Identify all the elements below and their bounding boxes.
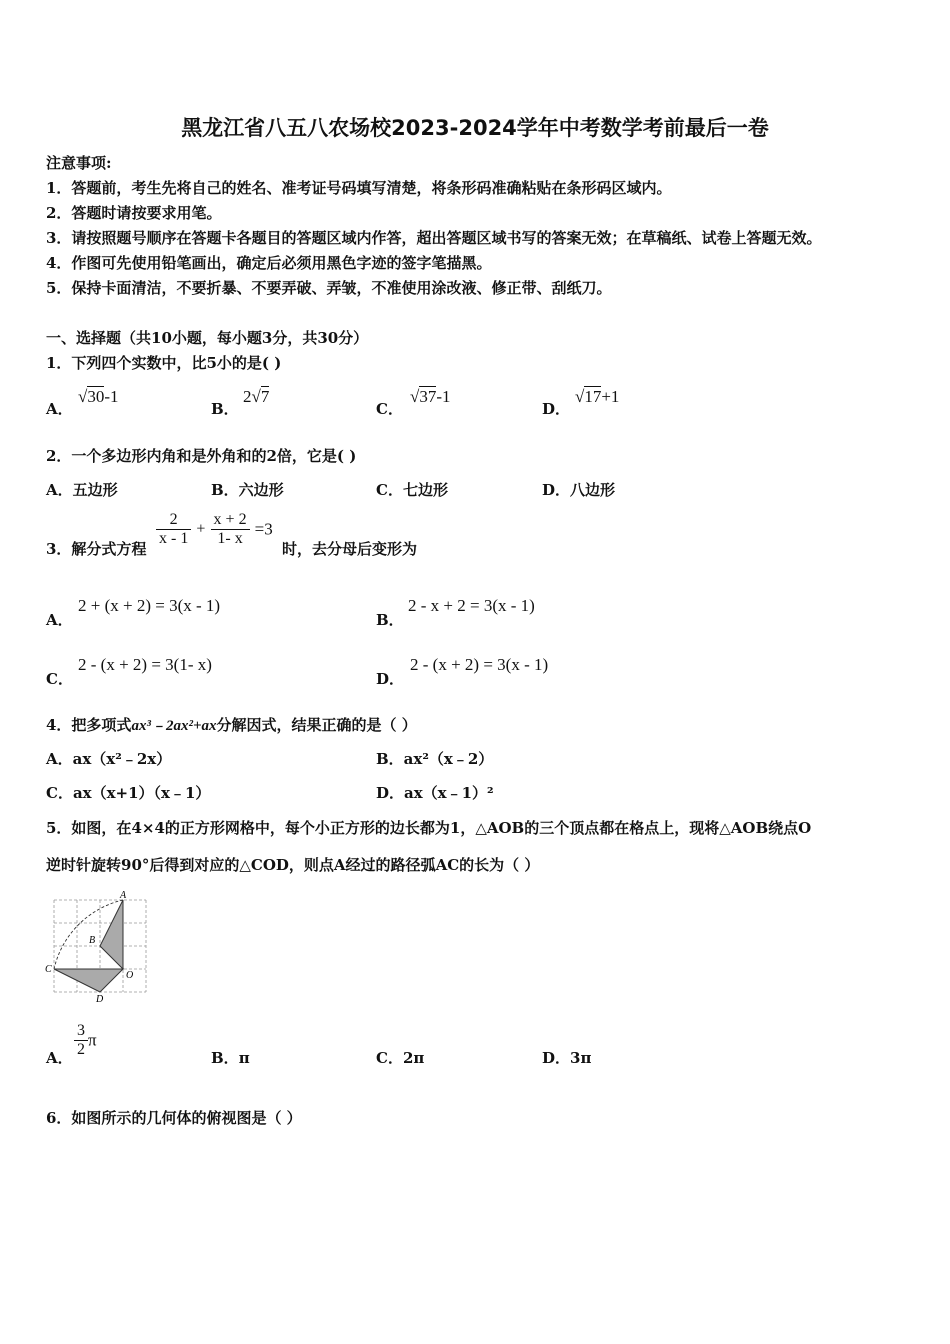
fraction-2 bbox=[211, 511, 250, 548]
q3-option-c-label: C． bbox=[46, 670, 73, 688]
radicand: 17 bbox=[584, 387, 602, 406]
coefficient: 2 bbox=[243, 387, 252, 406]
page-title: 黑龙江省八五八农场校2023-2024学年中考数学考前最后一卷 bbox=[181, 116, 769, 140]
q1-option-d-label: D． bbox=[542, 400, 571, 418]
q4-option-d: D．ax（x﹣1）² bbox=[376, 784, 494, 802]
q4-option-b: B．ax²（x﹣2） bbox=[376, 750, 494, 768]
option-label: D． bbox=[542, 1049, 571, 1067]
question-3-prefix: 3．解分式方程 bbox=[46, 540, 147, 558]
q1-option-c-label: C． bbox=[376, 400, 403, 418]
radical-sign: √ bbox=[575, 387, 585, 406]
fraction-numerator: 3 bbox=[74, 1022, 88, 1041]
q4-option-a: A．ax（x²﹣2x） bbox=[46, 750, 172, 768]
expr-tail: +1 bbox=[601, 387, 620, 406]
q4-expression: ax³﹣2ax²+ax bbox=[131, 718, 217, 734]
fraction-numerator: 2 bbox=[156, 511, 191, 530]
option-label: C． bbox=[376, 1049, 403, 1067]
notice-item: 1．答题前，考生先将自己的姓名、准考证号码填写清楚，将条形码准确粘贴在条形码区域内。 bbox=[46, 179, 672, 197]
q4-stem-pre: 4．把多项式 bbox=[46, 716, 132, 734]
q2-option-a: A．五边形 bbox=[46, 481, 118, 499]
fraction-numerator: x + 2 bbox=[211, 511, 250, 530]
option-value: 3π bbox=[570, 1049, 592, 1067]
equation-rhs: =3 bbox=[254, 519, 273, 539]
fraction-denominator: x - 1 bbox=[159, 530, 189, 547]
q1-option-b-label: B． bbox=[211, 400, 239, 418]
question-2-stem: 2．一个多边形内角和是外角和的2倍，它是( ) bbox=[46, 447, 357, 465]
q5-option-a-expr bbox=[74, 1022, 97, 1059]
question-1-stem: 1．下列四个实数中，比5小的是( ) bbox=[46, 354, 282, 372]
q1-option-b-expr bbox=[243, 387, 269, 407]
q2-option-c: C．七边形 bbox=[376, 481, 448, 499]
q2-option-d: D．八边形 bbox=[542, 481, 616, 499]
q3-equation bbox=[156, 511, 273, 548]
radicand: 37 bbox=[419, 387, 437, 406]
question-6-stem: 6．如图所示的几何体的俯视图是（ ） bbox=[46, 1109, 302, 1127]
radical-sign: √ bbox=[251, 387, 261, 406]
fraction-1 bbox=[156, 511, 191, 548]
radicand: 30 bbox=[87, 387, 105, 406]
q3-option-d-expr: 2 - (x + 2) = 3(x - 1) bbox=[410, 655, 549, 674]
question-4-stem bbox=[46, 714, 417, 735]
radical-sign: √ bbox=[410, 387, 420, 406]
q4-stem-post: 分解因式，结果正确的是（ ） bbox=[216, 716, 417, 734]
q1-option-d-expr bbox=[575, 387, 619, 407]
q3-option-b-label: B． bbox=[376, 611, 404, 629]
notice-item: 3．请按照题号顺序在答题卡各题目的答题区域内作答，超出答题区域书写的答案无效；在草稿纸、试卷上答题无效。 bbox=[46, 229, 822, 247]
question-5-line-1: 5．如图，在4×4的正方形网格中，每个小正方形的边长都为1，△AOB的三个顶点都在格点上，现将△AOB绕点O bbox=[46, 819, 812, 837]
expr-tail: -1 bbox=[104, 387, 119, 406]
q5-option-b bbox=[211, 1047, 250, 1068]
label-o: O bbox=[126, 970, 134, 981]
q3-option-d-label: D． bbox=[376, 670, 405, 688]
q1-option-c-expr bbox=[410, 387, 451, 407]
q3-option-c-expr: 2 - (x + 2) = 3(1- x) bbox=[78, 655, 212, 674]
fraction bbox=[74, 1022, 88, 1059]
option-label: B． bbox=[211, 1049, 239, 1067]
question-3-suffix: 时，去分母后变形为 bbox=[282, 540, 418, 558]
label-a: A bbox=[120, 890, 127, 901]
fraction-denominator: 1- x bbox=[217, 530, 243, 547]
q2-option-b: B．六边形 bbox=[211, 481, 284, 499]
question-5-line-2: 逆时针旋转90°后得到对应的△COD，则点A经过的路径弧AC的长为（ ） bbox=[46, 856, 540, 874]
pi-symbol: π bbox=[88, 1030, 97, 1050]
radicand: 7 bbox=[260, 387, 270, 406]
q3-option-b-expr: 2 - x + 2 = 3(x - 1) bbox=[408, 596, 535, 615]
notice-item: 5．保持卡面清洁，不要折暴、不要弄破、弄皱，不准使用涂改液、修正带、刮纸刀。 bbox=[46, 279, 612, 297]
option-value: 2π bbox=[402, 1049, 425, 1067]
option-value: π bbox=[238, 1049, 250, 1067]
section-heading: 一、选择题（共10小题，每小题3分，共30分） bbox=[46, 329, 369, 347]
q5-option-d bbox=[542, 1047, 591, 1068]
q5-option-a-label: A． bbox=[46, 1049, 73, 1067]
plus-sign: + bbox=[196, 520, 206, 538]
fraction-denominator: 2 bbox=[77, 1041, 85, 1058]
q3-option-a-expr: 2 + (x + 2) = 3(x - 1) bbox=[78, 596, 221, 615]
label-c: C bbox=[45, 964, 52, 975]
triangle-aob bbox=[100, 900, 123, 969]
q4-option-c: C．ax（x+1）（x﹣1） bbox=[46, 784, 211, 802]
notice-heading: 注意事项: bbox=[46, 154, 112, 172]
triangle-cod bbox=[54, 969, 123, 992]
notice-item: 4．作图可先使用铅笔画出，确定后必须用黑色字迹的签字笔描黑。 bbox=[46, 254, 492, 272]
radical-sign: √ bbox=[78, 387, 88, 406]
q3-option-a-label: A． bbox=[46, 611, 73, 629]
q1-option-a-label: A． bbox=[46, 400, 73, 418]
label-b: B bbox=[89, 935, 96, 946]
notice-item: 2．答题时请按要求用笔。 bbox=[46, 204, 222, 222]
q5-option-c bbox=[376, 1047, 424, 1068]
rotation-grid-figure bbox=[44, 888, 154, 1006]
q1-option-a-expr bbox=[78, 387, 119, 407]
expr-tail: -1 bbox=[436, 387, 451, 406]
label-d: D bbox=[96, 994, 104, 1005]
